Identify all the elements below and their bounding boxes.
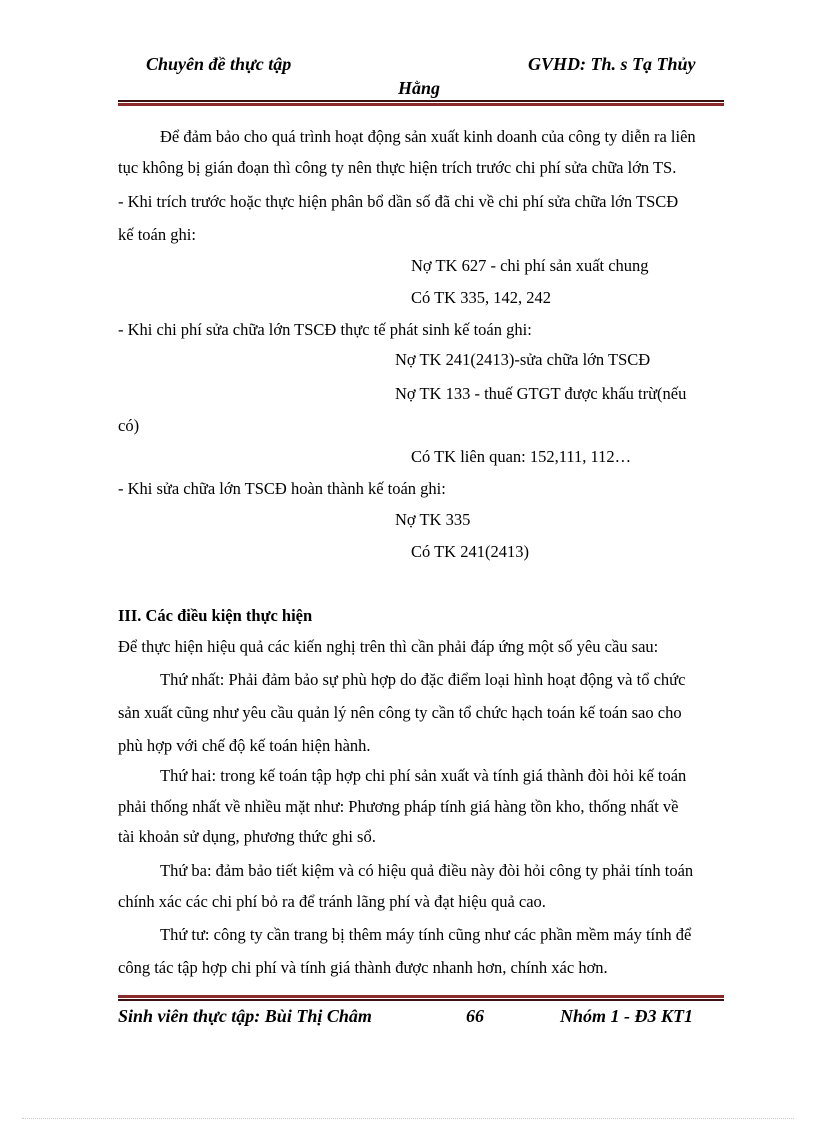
body-line: kế toán ghi: <box>118 225 196 244</box>
entry-line: Nợ TK 627 - chi phí sản xuất chung <box>411 256 649 275</box>
header-right: GVHD: Th. s Tạ Thủy <box>528 54 696 74</box>
entry-line: Có TK 241(2413) <box>411 542 529 561</box>
body-line: công tác tập hợp chi phí và tính giá thành được nhanh hơn, chính xác hơn. <box>118 958 608 977</box>
entry-line: có) <box>118 416 140 435</box>
entry-line: Có TK 335, 142, 242 <box>411 288 551 307</box>
body-line: tài khoản sử dụng, phương thức ghi sổ. <box>118 827 376 846</box>
body-line: - Khi chi phí sửa chữa lớn TSCĐ thực tế phát sinh kế toán ghi: <box>118 320 532 339</box>
footer-page-number: 66 <box>466 1006 484 1026</box>
body-line: - Khi sửa chữa lớn TSCĐ hoàn thành kế toán ghi: <box>118 479 446 498</box>
body-line: Để thực hiện hiệu quả các kiến nghị trên thì cần phải đáp ứng một số yêu cầu sau: <box>118 637 659 656</box>
body-line: phù hợp với chế độ kế toán hiện hành. <box>118 736 371 755</box>
header-right-continued: Hằng <box>398 78 441 98</box>
body-line: sản xuất cũng như yêu cầu quản lý nên công ty cần tổ chức hạch toán kế toán sao cho <box>118 703 682 722</box>
body-line: Thứ tư: công ty cần trang bị thêm máy tính cũng như các phần mềm máy tính để <box>160 925 692 944</box>
body-line: phải thống nhất về nhiều mặt như: Phương pháp tính giá hàng tồn kho, thống nhất về <box>118 797 679 816</box>
footer-rule <box>118 995 724 1001</box>
header-left: Chuyên đề thực tập <box>146 54 292 74</box>
page-edge-divider <box>22 1118 794 1119</box>
entry-line: Nợ TK 241(2413)-sửa chữa lớn TSCĐ <box>395 350 651 369</box>
header-rule <box>118 100 724 106</box>
footer-student: Sinh viên thực tập: Bùi Thị Châm <box>118 1006 372 1026</box>
body-line: Thứ ba: đảm bảo tiết kiệm và có hiệu quả điều này đòi hỏi công ty phải tính toán <box>160 861 694 880</box>
entry-line: Nợ TK 133 - thuế GTGT được khấu trừ(nếu <box>395 384 687 403</box>
body-line: tục không bị gián đoạn thì công ty nên thực hiện trích trước chi phí sửa chữa lớn TS. <box>118 158 677 177</box>
body-line: Thứ hai: trong kế toán tập hợp chi phí sản xuất và tính giá thành đòi hỏi kế toán <box>160 766 687 785</box>
entry-line: Nợ TK 335 <box>395 510 471 529</box>
body-line: Thứ nhất: Phải đảm bảo sự phù hợp do đặc điểm loại hình hoạt động và tổ chức <box>160 670 686 689</box>
footer-group: Nhóm 1 - Đ3 KT1 <box>560 1006 694 1026</box>
section-heading: III. Các điều kiện thực hiện <box>118 606 313 625</box>
entry-line: Có TK liên quan: 152,111, 112… <box>411 447 632 466</box>
body-line: chính xác các chi phí bỏ ra để tránh lãng phí và đạt hiệu quả cao. <box>118 892 546 911</box>
body-line: Để đảm bảo cho quá trình hoạt động sản xuất kinh doanh của công ty diễn ra liên <box>160 127 696 146</box>
body-line: - Khi trích trước hoặc thực hiện phân bổ dần số đã chi về chi phí sửa chữa lớn TSCĐ <box>118 192 679 211</box>
